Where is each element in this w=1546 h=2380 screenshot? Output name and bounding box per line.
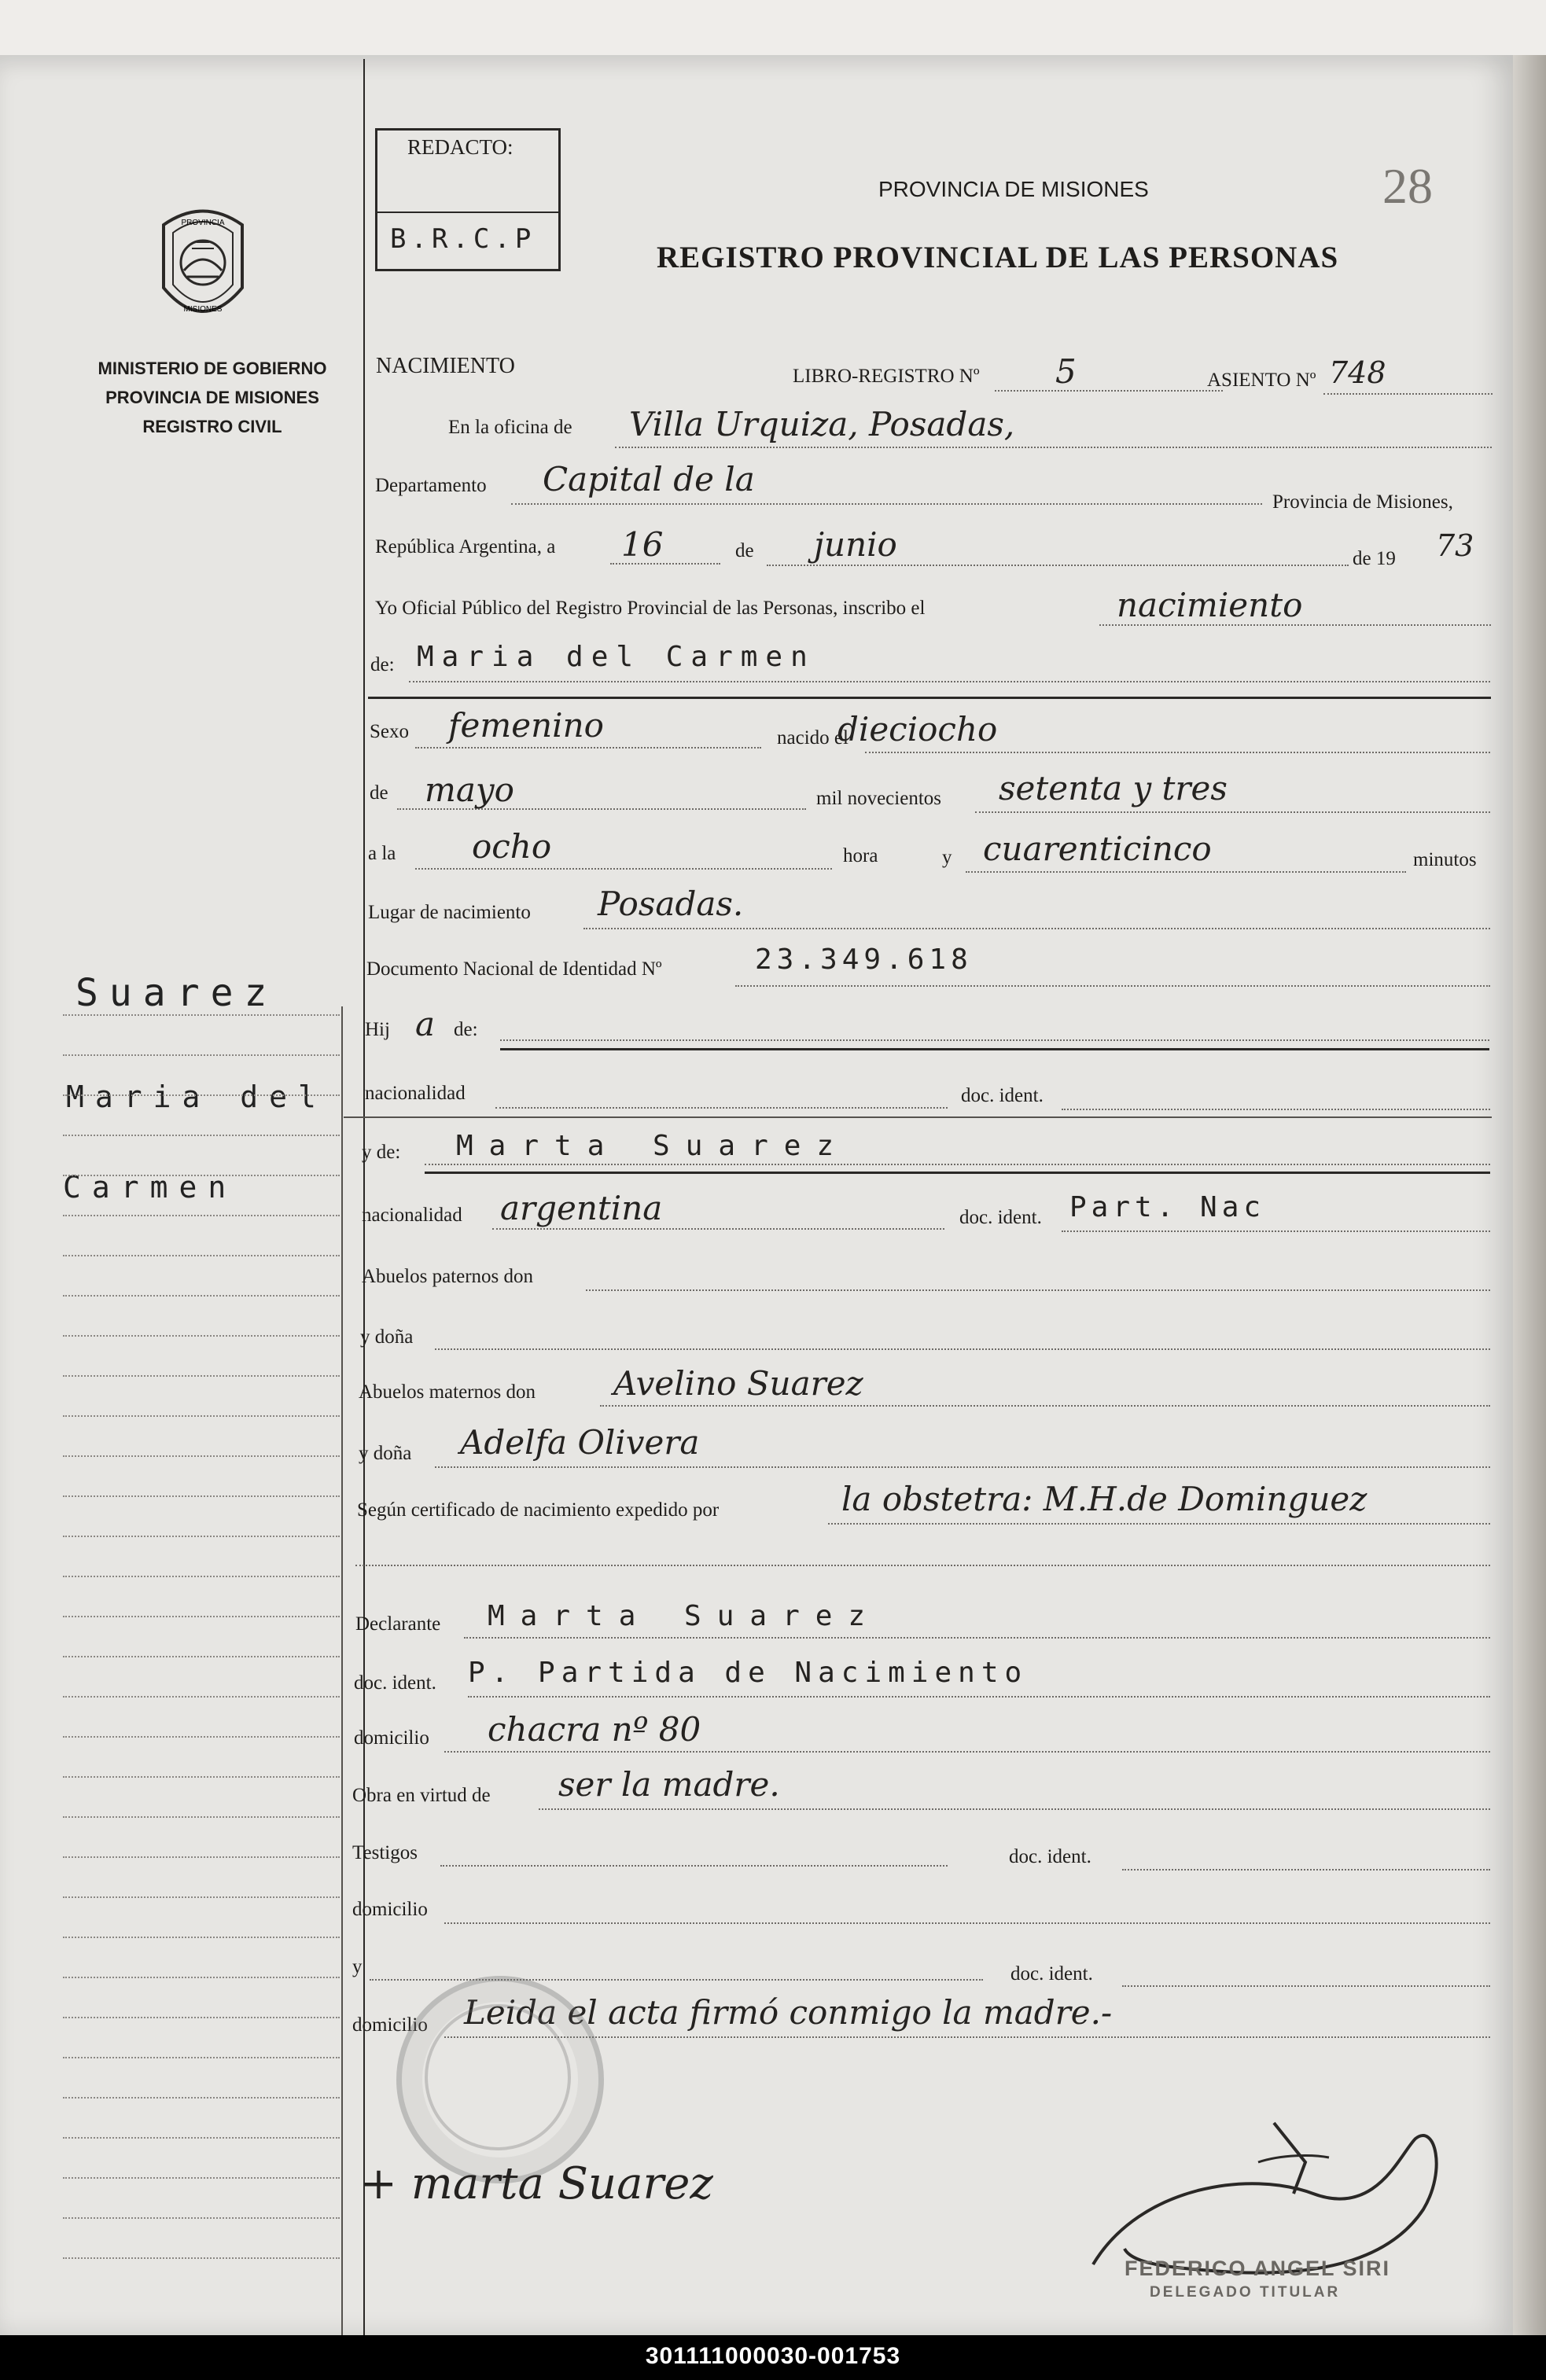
redacto-divider xyxy=(377,212,558,213)
abuelos-paternos-label: Abuelos paternos don xyxy=(362,1266,534,1287)
de-mes-label: de xyxy=(370,782,388,804)
ministry-line-1: MINISTERIO DE GOBIERNO xyxy=(98,359,327,378)
domicilio-label: domicilio xyxy=(354,1727,429,1749)
margin-ruled-line xyxy=(63,1215,340,1216)
page-margin-line-inner xyxy=(341,1006,343,2335)
margin-ruled-line xyxy=(63,1656,340,1657)
yo-oficial-label: Yo Oficial Público del Registro Provincial de las Personas, inscribo el xyxy=(375,598,926,619)
margin-ruled-line xyxy=(63,1776,340,1778)
margin-ruled-line xyxy=(63,1856,340,1858)
madre-nacionalidad-label: nacionalidad xyxy=(362,1205,462,1226)
margin-ruled-line xyxy=(63,1014,340,1016)
mil-value: setenta y tres xyxy=(999,769,1228,807)
lugar-label: Lugar de nacimiento xyxy=(368,902,531,923)
a-la-label: a la xyxy=(368,843,396,864)
provincia-suffix: Provincia de Misiones, xyxy=(1272,491,1453,513)
margin-ruled-line xyxy=(63,2137,340,2139)
madre-doc-value: Part. Nac xyxy=(1069,1191,1266,1223)
declarante-doc-value: P. Partida de Nacimiento xyxy=(468,1657,1029,1689)
crest-bottom-text: MISIONES xyxy=(183,305,223,314)
minutos-label: minutos xyxy=(1413,849,1477,870)
domicilio-value: chacra nº 80 xyxy=(488,1710,701,1749)
margin-ruled-line xyxy=(63,2217,340,2219)
nombre-rule xyxy=(368,697,1491,699)
margin-ruled-line xyxy=(63,1977,340,1978)
margin-ruled-line xyxy=(63,1896,340,1898)
margin-ruled-line xyxy=(63,1616,340,1617)
margin-ruled-line xyxy=(63,1094,340,1096)
declarante-value: Marta Suarez xyxy=(488,1600,882,1632)
domicilio2-label: domicilio xyxy=(352,1899,428,1920)
margin-ruled-line xyxy=(63,1576,340,1577)
abuelo-materno-value: Avelino Suarez xyxy=(613,1364,863,1403)
archive-footer xyxy=(0,2335,1546,2380)
de-nombre-label: de: xyxy=(370,654,395,675)
margin-ruled-line xyxy=(63,1937,340,1938)
margin-ruled-line xyxy=(63,2017,340,2018)
ministry-line-2: PROVINCIA DE MISIONES xyxy=(105,388,319,407)
declarante-label: Declarante xyxy=(355,1613,441,1635)
dni-value: 23.349.618 xyxy=(755,944,973,976)
hijo-label: Hij xyxy=(365,1019,390,1040)
declarante-doc-label: doc. ident. xyxy=(354,1672,436,1694)
redacto-label: REDACTO: xyxy=(407,135,513,159)
de-label: de xyxy=(735,540,754,561)
margin-ruled-line xyxy=(63,1255,340,1256)
madre-nacionalidad-value: argentina xyxy=(500,1189,663,1227)
abuela-materna-value: Adelfa Olivera xyxy=(460,1423,700,1462)
domicilio3-value: Leida el acta firmó conmigo la madre.- xyxy=(464,1993,1113,2032)
y2-label: y xyxy=(352,1956,363,1977)
page-margin-line xyxy=(363,59,365,2335)
nacionalidad-label: nacionalidad xyxy=(365,1083,466,1104)
asiento-label: ASIENTO Nº xyxy=(1207,370,1316,391)
ministry-block xyxy=(71,354,354,441)
margin-ruled-line xyxy=(63,2057,340,2058)
registry-title: REGISTRO PROVINCIAL DE LAS PERSONAS xyxy=(657,241,1339,274)
dni-label: Documento Nacional de Identidad Nº xyxy=(366,958,662,980)
margin-ruled-line xyxy=(63,2257,340,2259)
asiento-value: 748 xyxy=(1329,355,1386,390)
margin-ruled-line xyxy=(63,1536,340,1537)
oficial-cargo: DELEGADO TITULAR xyxy=(1150,2284,1341,2301)
y-dona-label: y doña xyxy=(360,1326,414,1348)
oficina-label: En la oficina de xyxy=(448,417,572,438)
firma-madre: + marta Suarez xyxy=(360,2158,713,2209)
margin-name-1: Maria del xyxy=(66,1080,327,1114)
oficial-nombre: FEDERICO ANGEL SIRI xyxy=(1125,2257,1391,2280)
y2-doc-label: doc. ident. xyxy=(1010,1963,1093,1985)
registry-seal-inner xyxy=(425,2004,571,2150)
nacido-label: nacido el xyxy=(777,727,848,749)
testigos-doc-label: doc. ident. xyxy=(1009,1846,1091,1867)
margin-ruled-line xyxy=(63,1696,340,1698)
page-top-background xyxy=(0,0,1546,55)
y-dona-materna-label: y doña xyxy=(359,1443,412,1464)
certificado-value: la obstetra: M.H.de Dominguez xyxy=(841,1480,1367,1518)
margin-ruled-line xyxy=(63,2177,340,2179)
margin-ruled-line xyxy=(63,1816,340,1818)
margin-ruled-line xyxy=(63,1415,340,1417)
lugar-value: Posadas. xyxy=(598,885,744,923)
certificado-label: Según certificado de nacimiento expedido por xyxy=(357,1499,720,1521)
republica-label: República Argentina, a xyxy=(375,536,556,557)
margin-surname: Suarez xyxy=(75,971,278,1015)
margin-ruled-line xyxy=(63,1736,340,1738)
madre-value: Marta Suarez xyxy=(456,1130,850,1162)
madre-doc-label: doc. ident. xyxy=(959,1207,1042,1228)
act-type: NACIMIENTO xyxy=(376,354,515,378)
departamento-value: Capital de la xyxy=(543,460,755,498)
nombre-value: Maria del Carmen xyxy=(417,641,815,673)
archive-id: 301111000030-001753 xyxy=(645,2343,901,2369)
testigos-label: Testigos xyxy=(352,1842,418,1863)
y-de-label: y de: xyxy=(362,1142,401,1163)
redacto-box xyxy=(375,128,561,271)
departamento-label: Departamento xyxy=(375,475,487,496)
y-label: y xyxy=(942,847,952,868)
domicilio3-label: domicilio xyxy=(352,2014,428,2036)
book-edge xyxy=(1513,55,1546,2335)
anio-label: de 19 xyxy=(1353,548,1396,569)
misiones-crest-icon xyxy=(148,201,258,335)
hora-label: hora xyxy=(843,845,878,866)
mes-value: junio xyxy=(814,525,897,564)
crest-top-text: PROVINCIA xyxy=(181,219,225,227)
oficina-value: Villa Urquiza, Posadas, xyxy=(629,405,1015,443)
libro-value: 5 xyxy=(1055,352,1077,391)
obra-label: Obra en virtud de xyxy=(352,1785,491,1806)
redacto-value: B.R.C.P xyxy=(390,223,536,255)
margin-ruled-line xyxy=(63,1495,340,1497)
sexo-value: femenino xyxy=(448,706,604,745)
page-number: 28 xyxy=(1382,158,1433,214)
margin-ruled-line xyxy=(63,1175,340,1176)
doc-ident-label: doc. ident. xyxy=(961,1085,1044,1106)
ministry-line-3: REGISTRO CIVIL xyxy=(142,417,282,436)
margin-ruled-line xyxy=(63,1295,340,1297)
anio-value: 73 xyxy=(1436,528,1474,563)
margin-ruled-line xyxy=(63,1054,340,1056)
margin-name-2: Carmen xyxy=(63,1170,237,1205)
nacido-value: dieciocho xyxy=(837,710,998,749)
yo-oficial-value: nacimiento xyxy=(1117,586,1303,624)
hijo-suffix: a xyxy=(415,1005,436,1043)
dia-value: 16 xyxy=(621,525,664,564)
mil-label: mil novecientos xyxy=(816,788,941,809)
obra-value: ser la madre. xyxy=(558,1765,780,1804)
madre-rule xyxy=(425,1172,1490,1174)
margin-ruled-line xyxy=(63,1135,340,1136)
minutos-value: cuarenticinco xyxy=(983,830,1212,868)
de-mes-value: mayo xyxy=(425,771,514,809)
margin-ruled-line xyxy=(63,2097,340,2099)
libro-label: LIBRO-REGISTRO Nº xyxy=(793,366,980,387)
margin-ruled-line xyxy=(63,1335,340,1337)
province-title: PROVINCIA DE MISIONES xyxy=(878,177,1149,201)
sexo-label: Sexo xyxy=(370,721,409,742)
hijo-rule xyxy=(500,1048,1489,1050)
hijo-de-label: de: xyxy=(454,1019,478,1040)
margin-ruled-line xyxy=(63,1375,340,1377)
margin-ruled-line xyxy=(63,1455,340,1457)
padre-madre-divider xyxy=(344,1116,1492,1118)
hora-value: ocho xyxy=(472,827,552,866)
abuelos-maternos-label: Abuelos maternos don xyxy=(359,1381,536,1403)
